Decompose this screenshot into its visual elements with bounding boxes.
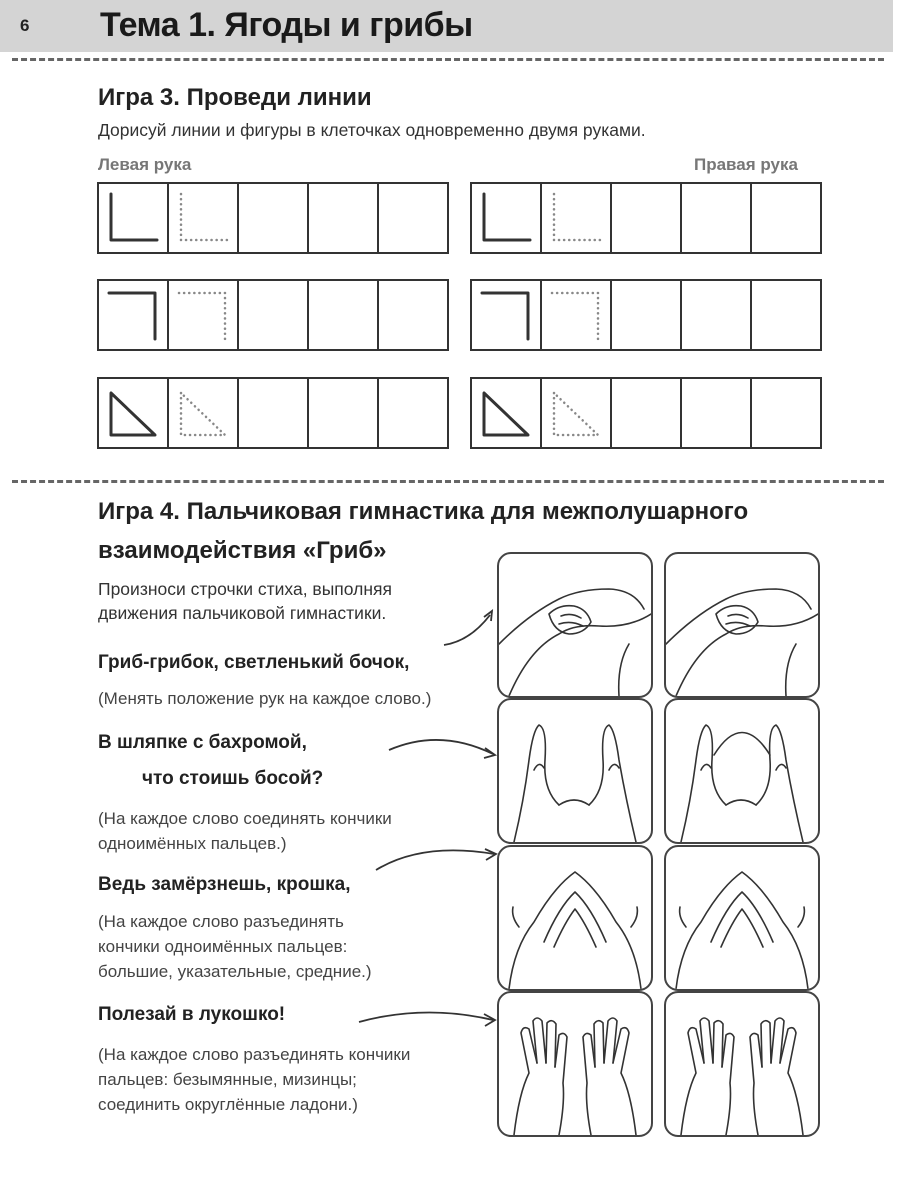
sample-shape-cell <box>472 184 542 252</box>
game4-intro-line2: движения пальчиковой гимнастики. <box>98 603 387 623</box>
arrow-icon <box>385 728 500 768</box>
empty-draw-cell[interactable] <box>612 184 682 252</box>
verse-step1: Гриб-грибок, светленький бочок, <box>98 652 410 673</box>
empty-draw-cell[interactable] <box>379 184 447 252</box>
verse-step3: Ведь замёрзнешь, крошка, <box>98 874 351 895</box>
empty-draw-cell[interactable] <box>752 281 820 349</box>
note-step2-line2: одноимённых пальцев.) <box>98 834 287 853</box>
game3-instruction: Дорисуй линии и фигуры в клеточках одновременно двумя руками. <box>98 120 646 140</box>
note-step2-line1: (На каждое слово соединять кончики <box>98 809 392 828</box>
hands-tent-icon <box>664 698 820 844</box>
arrow-icon <box>355 1004 500 1034</box>
divider-top <box>12 58 884 61</box>
note-step3-line2: кончики одноимённых пальцев: <box>98 937 348 956</box>
empty-draw-cell[interactable] <box>682 184 752 252</box>
dotted-trace-cell[interactable] <box>169 281 239 349</box>
right-hand-label: Правая рука <box>694 155 798 174</box>
empty-draw-cell[interactable] <box>612 379 682 447</box>
empty-draw-cell[interactable] <box>379 281 447 349</box>
hands-apart-fingertips-icon <box>497 698 653 844</box>
note-step4-line2: пальцев: безымянные, мизинцы; <box>98 1070 357 1089</box>
note-step4-line1: (На каждое слово разъединять кончики <box>98 1045 411 1064</box>
empty-draw-cell[interactable] <box>309 184 379 252</box>
note-step3-line1: (На каждое слово разъединять <box>98 912 344 931</box>
empty-draw-cell[interactable] <box>309 281 379 349</box>
topic-title: Тема 1. Ягоды и грибы <box>100 6 473 44</box>
empty-draw-cell[interactable] <box>752 184 820 252</box>
sample-shape-cell <box>99 184 169 252</box>
dotted-trace-cell[interactable] <box>542 184 612 252</box>
left-hand-label: Левая рука <box>98 155 192 174</box>
game4-title-line1: Игра 4. Пальчиковая гимнастика для межполушарного <box>98 498 749 525</box>
arrow-icon <box>440 605 500 655</box>
verse-step2-line2: что стоишь босой? <box>142 768 324 789</box>
hands-cupped-icon <box>664 991 820 1137</box>
game4-title-line2: взаимодействия «Гриб» <box>98 537 387 564</box>
sample-shape-cell <box>99 379 169 447</box>
page-number: 6 <box>20 16 30 35</box>
empty-draw-cell[interactable] <box>309 379 379 447</box>
dotted-trace-cell[interactable] <box>542 281 612 349</box>
hands-interlocked-alt-icon <box>664 552 820 698</box>
verse-step2-line1: В шляпке с бахромой, <box>98 732 307 753</box>
note-step1-line1: (Менять положение рук на каждое слово.) <box>98 689 432 708</box>
right-tracing-grid-row1 <box>470 182 822 254</box>
dotted-trace-cell[interactable] <box>542 379 612 447</box>
page-header <box>0 0 893 52</box>
left-tracing-grid-row2 <box>97 279 449 351</box>
game4-intro-line1: Произноси строчки стиха, выполняя <box>98 579 392 599</box>
empty-draw-cell[interactable] <box>682 281 752 349</box>
hands-mushroom-cap-icon <box>497 845 653 991</box>
dotted-trace-cell[interactable] <box>169 379 239 447</box>
verse-step4: Полезай в лукошко! <box>98 1004 286 1025</box>
sample-shape-cell <box>99 281 169 349</box>
right-tracing-grid-row2 <box>470 279 822 351</box>
arrow-icon <box>372 838 502 878</box>
hands-interlocked-icon <box>497 552 653 698</box>
sample-shape-cell <box>472 281 542 349</box>
empty-draw-cell[interactable] <box>239 184 309 252</box>
empty-draw-cell[interactable] <box>682 379 752 447</box>
divider-middle <box>12 480 884 483</box>
hands-opening-icon <box>664 845 820 991</box>
game3-title: Игра 3. Проведи линии <box>98 84 372 111</box>
right-tracing-grid-row3 <box>470 377 822 449</box>
left-tracing-grid-row1 <box>97 182 449 254</box>
empty-draw-cell[interactable] <box>612 281 682 349</box>
note-step4-line3: соединить округлённые ладони.) <box>98 1095 358 1114</box>
note-step3-line3: большие, указательные, средние.) <box>98 962 372 981</box>
empty-draw-cell[interactable] <box>239 281 309 349</box>
hands-open-fingers-icon <box>497 991 653 1137</box>
empty-draw-cell[interactable] <box>239 379 309 447</box>
sample-shape-cell <box>472 379 542 447</box>
empty-draw-cell[interactable] <box>379 379 447 447</box>
empty-draw-cell[interactable] <box>752 379 820 447</box>
dotted-trace-cell[interactable] <box>169 184 239 252</box>
left-tracing-grid-row3 <box>97 377 449 449</box>
